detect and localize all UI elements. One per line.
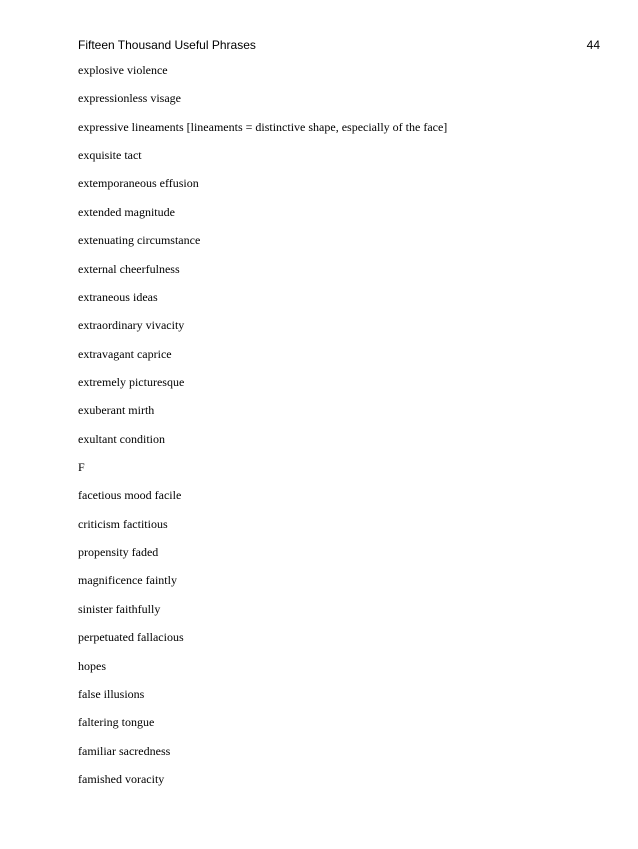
- phrase-line: extravagant caprice: [78, 346, 172, 361]
- phrase-line: faltering tongue: [78, 715, 155, 730]
- phrase-line: familiar sacredness: [78, 743, 171, 758]
- phrase-line: magnificence faintly: [78, 573, 177, 588]
- phrase-line: extended magnitude: [78, 204, 175, 219]
- phrase-line: exuberant mirth: [78, 403, 155, 418]
- phrase-line: false illusions: [78, 686, 145, 701]
- section-letter: F: [78, 460, 85, 475]
- phrase-line: hopes: [78, 658, 106, 673]
- phrase-line: propensity faded: [78, 545, 159, 560]
- phrase-line: exultant condition: [78, 431, 165, 446]
- page-number: 44: [586, 38, 600, 52]
- phrase-line: extemporaneous effusion: [78, 176, 199, 191]
- phrase-line: explosive violence: [78, 63, 168, 77]
- phrase-line: criticism factitious: [78, 516, 168, 531]
- phrase-line: extraordinary vivacity: [78, 318, 185, 333]
- phrase-line: expressionless visage: [78, 91, 181, 106]
- header-title: Fifteen Thousand Useful Phrases: [78, 38, 256, 52]
- phrase-line: exquisite tact: [78, 148, 142, 163]
- phrase-line: sinister faithfully: [78, 601, 161, 616]
- page-header: [78, 38, 600, 56]
- phrase-line: facetious mood facile: [78, 488, 182, 503]
- phrase-line: perpetuated fallacious: [78, 630, 184, 645]
- phrase-line: extenuating circumstance: [78, 233, 201, 248]
- phrase-line: external cheerfulness: [78, 261, 180, 276]
- phrase-line: expressive lineaments [lineaments = distinctive shape, especially of the face]: [78, 119, 448, 134]
- phrase-line: extraneous ideas: [78, 289, 158, 304]
- phrase-line: famished voracity: [78, 771, 165, 786]
- phrase-list: [78, 61, 447, 798]
- phrase-line: extremely picturesque: [78, 374, 185, 389]
